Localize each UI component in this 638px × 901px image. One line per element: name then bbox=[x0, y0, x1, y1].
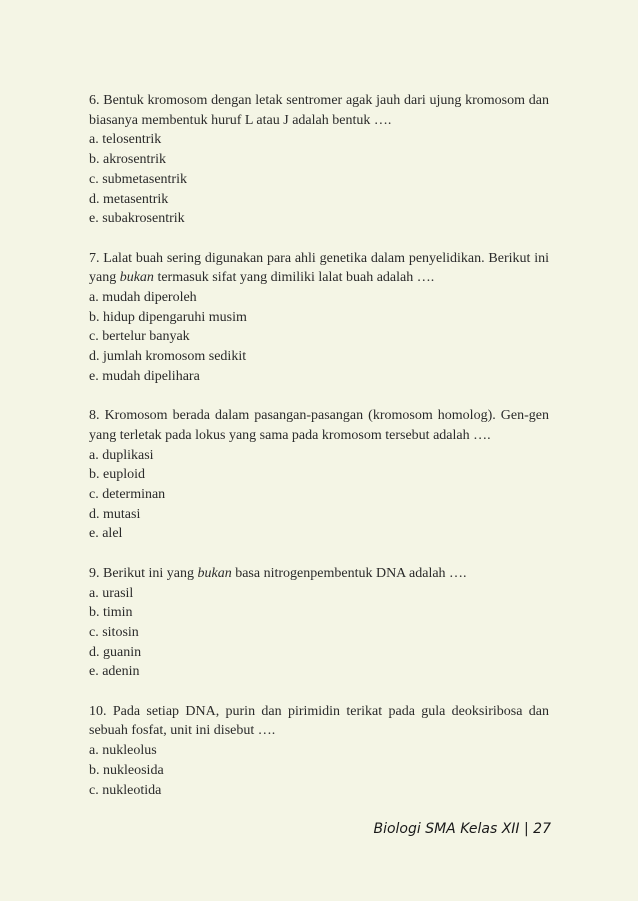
answer-option: a. urasil bbox=[89, 585, 134, 601]
answer-option: b. akrosentrik bbox=[89, 152, 166, 168]
question-10 bbox=[89, 702, 549, 801]
answer-option: e. adenin bbox=[89, 664, 140, 680]
answer-option: b. euploid bbox=[89, 467, 145, 483]
answer-option: b. timin bbox=[89, 605, 133, 621]
question-7 bbox=[89, 249, 549, 387]
question-stem: 7. Lalat buah sering digunakan para ahli genetika dalam penyelidikan. Berikut ini yang bukan termasuk sifat yang dimiliki lalat buah adalah …. bbox=[89, 250, 549, 286]
question-stem: 10. Pada setiap DNA, purin dan pirimidin terikat pada gula deoksiribosa dan sebuah fosfat, unit ini disebut …. bbox=[89, 703, 549, 739]
answer-option: c. bertelur banyak bbox=[89, 329, 190, 345]
question-stem: 9. Berikut ini yang bukan basa nitrogenpembentuk DNA adalah …. bbox=[89, 565, 467, 581]
answer-option: e. subakrosentrik bbox=[89, 211, 185, 227]
answer-option: a. duplikasi bbox=[89, 447, 154, 463]
answer-option: d. mutasi bbox=[89, 506, 141, 522]
answer-option: d. guanin bbox=[89, 644, 142, 660]
question-list bbox=[89, 91, 549, 820]
answer-option: b. nukleosida bbox=[89, 762, 164, 778]
answer-option: a. nukleolus bbox=[89, 743, 157, 759]
answer-option: a. mudah diperoleh bbox=[89, 290, 197, 306]
answer-option: e. alel bbox=[89, 526, 123, 542]
answer-option: c. sitosin bbox=[89, 624, 139, 640]
answer-option: d. metasentrik bbox=[89, 191, 169, 207]
question-stem: 6. Bentuk kromosom dengan letak sentromer agak jauh dari ujung kromosom dan biasanya membentuk huruf L atau J adalah bentuk …. bbox=[89, 93, 549, 128]
emphasis-text: bukan bbox=[119, 270, 154, 286]
answer-option: b. hidup dipengaruhi musim bbox=[89, 309, 247, 325]
answer-option: e. mudah dipelihara bbox=[89, 368, 200, 384]
emphasis-text: bukan bbox=[197, 565, 232, 581]
answer-option: d. jumlah kromosom sedikit bbox=[89, 349, 247, 365]
answer-option: c. determinan bbox=[89, 487, 166, 503]
question-8 bbox=[89, 406, 549, 544]
question-9 bbox=[89, 564, 549, 682]
page-footer: Biologi SMA Kelas XII | 27 bbox=[373, 821, 551, 837]
question-6 bbox=[89, 91, 549, 229]
answer-option: a. telosentrik bbox=[89, 132, 162, 148]
answer-option: c. submetasentrik bbox=[89, 171, 187, 187]
answer-option: c. nukleotida bbox=[89, 782, 162, 798]
question-stem: 8. Kromosom berada dalam pasangan-pasangan (kromosom homolog). Gen-gen yang terletak pada lokus yang sama pada kromosom tersebut adalah …. bbox=[89, 408, 549, 443]
